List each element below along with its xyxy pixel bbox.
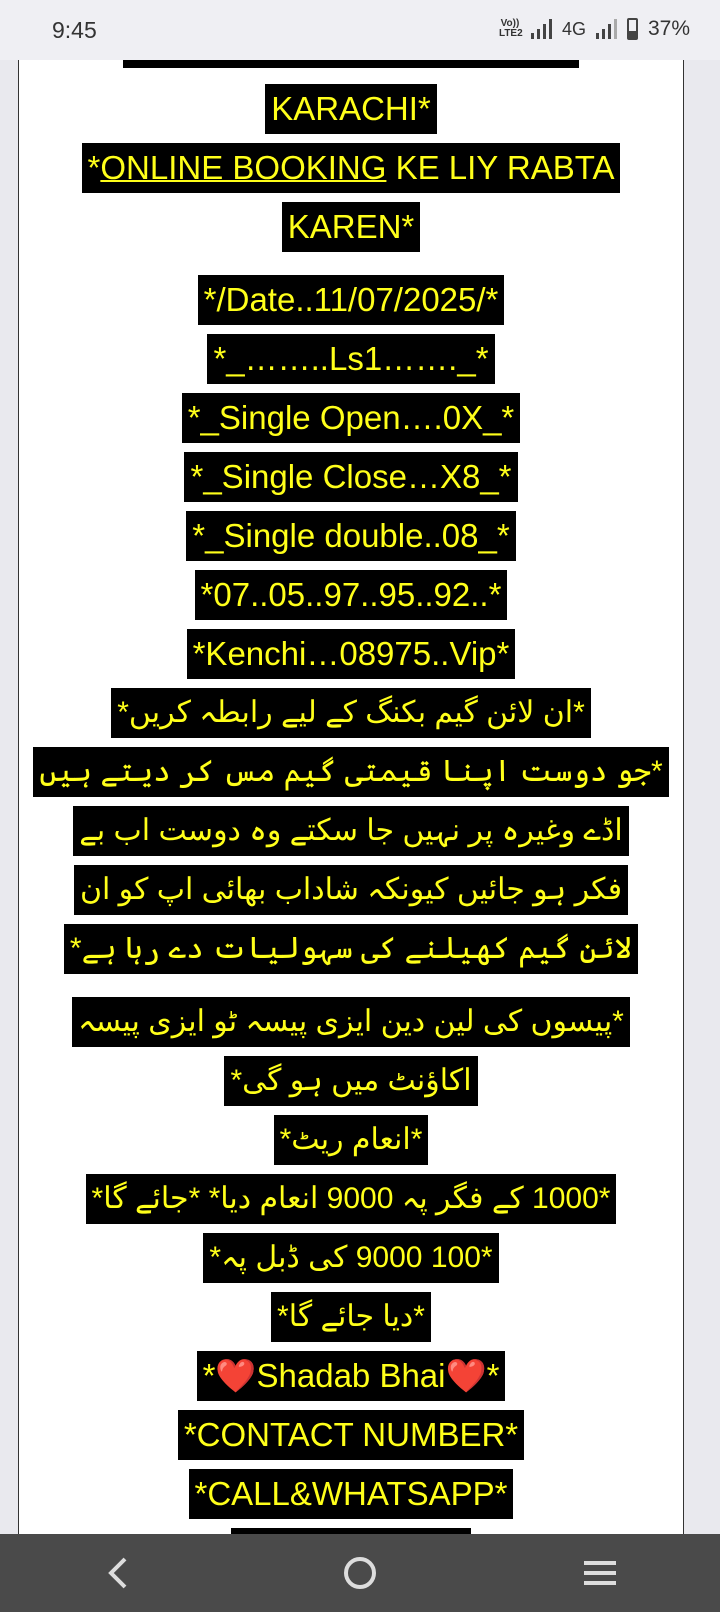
home-circle-icon (340, 1553, 380, 1593)
message-line-urdu: *دیا جائے گا* (271, 1292, 431, 1342)
message-line-name: *❤️Shadab Bhai❤️* (197, 1351, 506, 1401)
message-line-urdu: فکر ہو جائیں کیونکہ شاداب بھائی اپ کو ان (74, 865, 628, 915)
battery-percent: 37% (647, 17, 690, 40)
message-line: *CALL&WHATSAPP* (189, 1469, 514, 1519)
recents-button[interactable] (570, 1543, 630, 1603)
battery-icon (627, 18, 638, 40)
message-line-urdu: *100 9000 کی ڈبل پہ* (203, 1233, 498, 1283)
online-booking-link[interactable]: ONLINE BOOKING (100, 149, 387, 186)
cut-off-highlight (123, 60, 579, 68)
message-line-urdu: *1000 کے فگر پہ 9000 انعام دیا* *جائے گا* (86, 1174, 617, 1224)
message-line-urdu: *ان لائن گیم بکنگ کے لیے رابطہ کریں* (111, 688, 591, 738)
message-body (19, 84, 683, 1587)
status-time: 9:45 (52, 17, 97, 43)
network-type: 4G (561, 18, 586, 39)
signal-strength-icon (531, 19, 552, 39)
recents-menu-icon (582, 1558, 618, 1588)
message-line-urdu: *پیسوں کی لین دین ایزی پیسہ ٹو ایزی پیسہ (72, 997, 630, 1047)
volte-indicator: Vo)) LTE2 (498, 18, 523, 39)
message-line-urdu: اکاؤنٹ میں ہو گی* (224, 1056, 477, 1106)
message-line: *Kenchi…08975..Vip* (187, 629, 516, 679)
message-line: *_Single Open….0X_* (182, 393, 521, 443)
message-line-date: */Date..11/07/2025/* (198, 275, 505, 325)
home-button[interactable] (330, 1543, 390, 1603)
message-line-urdu: لائن گیم کھیلنے کی سہولیات دے رہا ہے* (64, 924, 638, 974)
back-button[interactable] (90, 1543, 150, 1603)
navigation-bar (0, 1534, 720, 1612)
message-page[interactable] (18, 60, 684, 1534)
back-chevron-icon (105, 1555, 135, 1591)
message-line: *_……..Ls1……._* (207, 334, 494, 384)
message-line: *_Single double..08_* (186, 511, 515, 561)
message-line: KAREN* (282, 202, 421, 252)
message-line-urdu: اڈے وغیرہ پر نہیں جا سکتے وہ دوست اب بے (73, 806, 628, 856)
message-line: KARACHI* (265, 84, 437, 134)
status-bar (0, 0, 720, 60)
message-line: *CONTACT NUMBER* (178, 1410, 524, 1460)
message-line-urdu: *جو دوست اپنا قیمتی گیم مس کر دیتے ہیں (33, 747, 668, 797)
signal-strength-2-icon (596, 19, 617, 39)
message-line-urdu: *انعام ریٹ* (274, 1115, 429, 1165)
message-line: *07..05..97..95..92..* (195, 570, 508, 620)
message-line: *_Single Close…X8_* (184, 452, 517, 502)
message-line-online-booking: *ONLINE BOOKING KE LIY RABTA (82, 143, 621, 193)
status-icons (499, 17, 690, 41)
